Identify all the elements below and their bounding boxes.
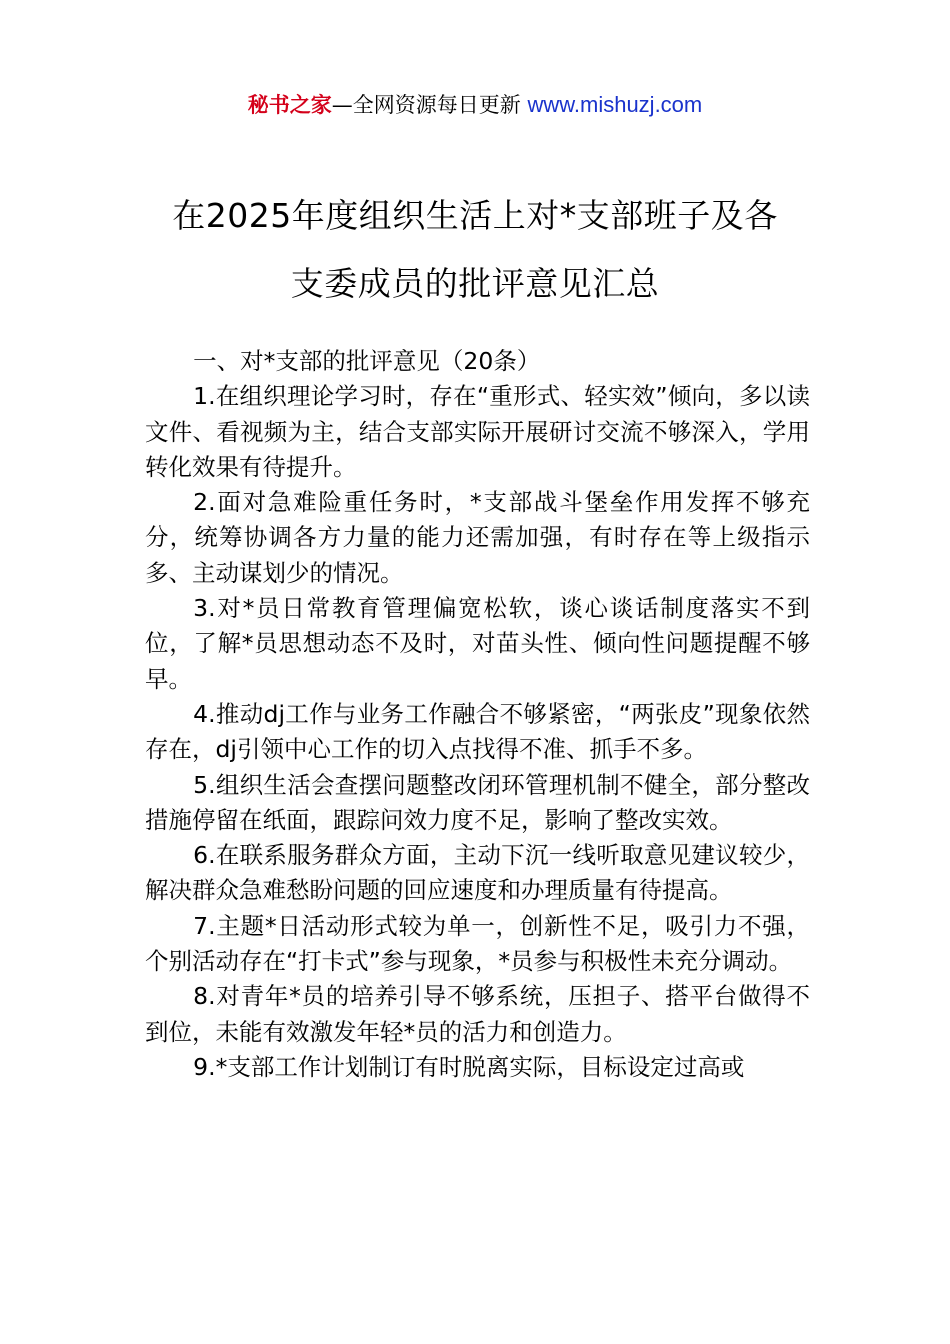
- section-heading: 一、对*支部的批评意见（20条）: [193, 347, 541, 375]
- list-item: 6.在联系服务群众方面，主动下沉一线听取意见建议较少，解决群众急难愁盼问题的回应速度和办理质量有待提高。: [145, 841, 810, 905]
- list-item: 7.主题*日活动形式较为单一，创新性不足，吸引力不强，个别活动存在“打卡式”参与现象，*员参与积极性未充分调动。: [145, 911, 810, 976]
- list-item: 8.对青年*员的培养引导不够系统，压担子、搭平台做得不到位，未能有效激发年轻*员的活力和创造力。: [145, 982, 810, 1046]
- document-body: [145, 344, 810, 1085]
- site-header: [0, 88, 950, 122]
- list-item: 1.在组织理论学习时，存在“重形式、轻实效”倾向，多以读文件、看视频为主，结合支部实际开展研讨交流不够深入，学用转化效果有待提升。: [145, 382, 810, 481]
- document-title-line-2: 支委成员的批评意见汇总: [290, 264, 660, 303]
- list-item: 5.组织生活会查摆问题整改闭环管理机制不健全，部分整改措施停留在纸面，跟踪问效力度不足，影响了整改实效。: [145, 770, 810, 834]
- site-url-link[interactable]: www.mishuzj.com: [527, 92, 703, 117]
- document-title-line-1: 在2025年度组织生活上对*支部班子及各: [172, 196, 778, 235]
- list-item: 2.面对急难险重任务时，*支部战斗堡垒作用发挥不够充分，统筹协调各方力量的能力还需加强，有时存在等上级指示多、主动谋划少的情况。: [145, 488, 810, 587]
- list-item: 3.对*员日常教育管理偏宽松软，谈心谈话制度落实不到位，了解*员思想动态不及时，对苗头性、倾向性问题提醒不够早。: [145, 594, 810, 693]
- site-brand: 秘书之家: [247, 93, 332, 117]
- list-item: 4.推动dj工作与业务工作融合不够紧密，“两张皮”现象依然存在，dj引领中心工作的切入点找得不准、抓手不多。: [145, 699, 810, 764]
- document-title: [120, 182, 830, 318]
- list-item: 9.*支部工作计划制订有时脱离实际，目标设定过高或: [193, 1052, 745, 1081]
- site-tagline: —全网资源每日更新: [331, 93, 521, 117]
